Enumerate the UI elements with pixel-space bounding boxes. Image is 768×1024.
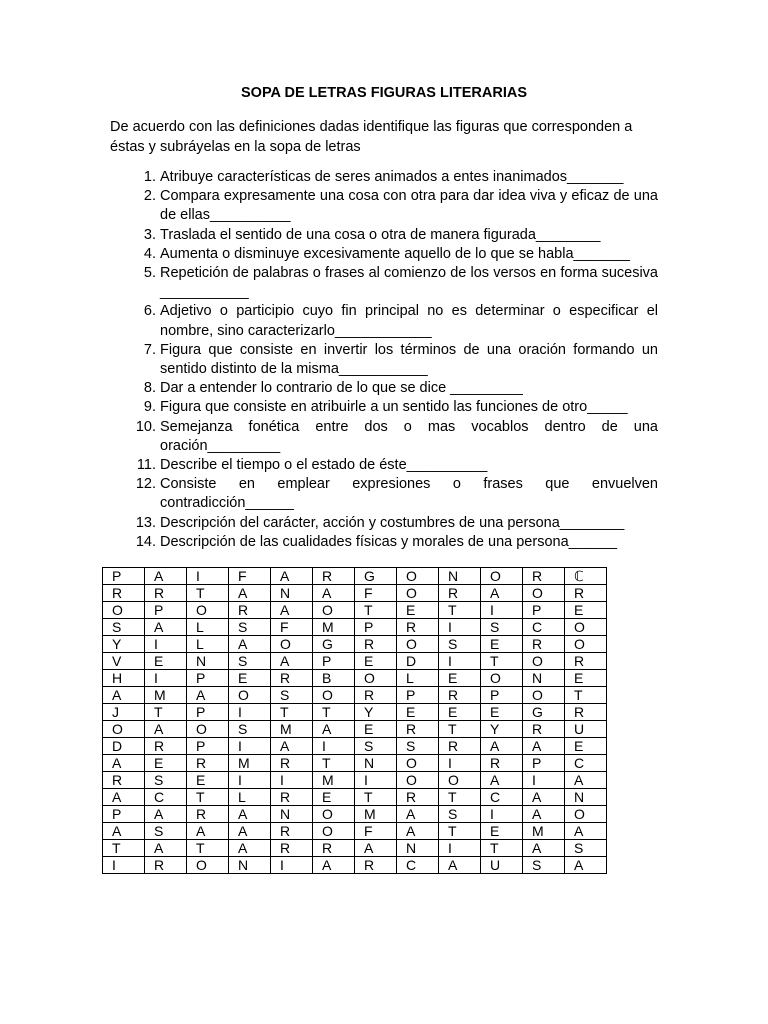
grid-cell: R (439, 585, 481, 602)
grid-cell: I (439, 619, 481, 636)
grid-cell: A (481, 585, 523, 602)
grid-cell: R (397, 789, 439, 806)
definition-item (110, 418, 658, 456)
definition-text: Traslada el sentido de una cosa o otra de manera figurada________ (160, 226, 601, 243)
grid-cell: L (187, 636, 229, 653)
grid-cell: A (313, 585, 355, 602)
grid-cell: O (397, 636, 439, 653)
definition-number: 6. (143, 303, 156, 320)
grid-row (103, 670, 607, 687)
grid-cell: A (145, 619, 187, 636)
grid-cell: F (355, 585, 397, 602)
definition-text: Dar a entender lo contrario de lo que se dice _________ (160, 380, 523, 397)
definition-number: 10. (135, 418, 156, 435)
grid-cell: R (145, 857, 187, 874)
grid-cell: G (313, 636, 355, 653)
grid-cell: I (313, 738, 355, 755)
grid-cell: A (271, 653, 313, 670)
grid-cell: R (271, 670, 313, 687)
grid-cell: R (271, 840, 313, 857)
definition-number: 14. (135, 533, 156, 550)
grid-cell: E (229, 670, 271, 687)
grid-cell: S (439, 806, 481, 823)
definitions-list (110, 168, 658, 552)
definition-number: 11. (136, 457, 156, 474)
grid-cell: O (187, 602, 229, 619)
definition-number: 7. (143, 341, 156, 358)
grid-cell: A (523, 789, 565, 806)
grid-cell: Y (355, 704, 397, 721)
grid-row (103, 653, 607, 670)
grid-cell: N (355, 755, 397, 772)
grid-cell: R (103, 772, 145, 789)
grid-cell: A (397, 806, 439, 823)
grid-cell: S (523, 857, 565, 874)
grid-cell: I (103, 857, 145, 874)
grid-cell: O (565, 806, 607, 823)
grid-row (103, 721, 607, 738)
grid-cell: R (565, 585, 607, 602)
grid-row (103, 789, 607, 806)
grid-cell: I (439, 755, 481, 772)
grid-cell: A (271, 738, 313, 755)
definition-text: Figura que consiste en invertir los términos de una oración formando un sentido distinto de la misma___________ (160, 341, 658, 378)
grid-cell: T (439, 823, 481, 840)
grid-cell: R (355, 636, 397, 653)
grid-cell: A (271, 568, 313, 585)
grid-cell: I (229, 738, 271, 755)
grid-cell: V (103, 653, 145, 670)
definition-text: Descripción del carácter, acción y costumbres de una persona________ (160, 514, 625, 531)
grid-cell: C (145, 789, 187, 806)
grid-cell: A (313, 857, 355, 874)
grid-cell: E (565, 738, 607, 755)
definition-text: Figura que consiste en atribuirle a un sentido las funciones de otro_____ (160, 399, 628, 416)
grid-cell: R (271, 789, 313, 806)
definition-text: Describe el tiempo o el estado de éste__________ (160, 457, 488, 474)
grid-cell: C (523, 619, 565, 636)
page-title: SOPA DE LETRAS FIGURAS LITERARIAS (241, 85, 527, 101)
grid-cell: R (271, 755, 313, 772)
grid-cell: T (103, 840, 145, 857)
grid-cell: O (355, 670, 397, 687)
definition-text: Repetición de palabras o frases al comienzo de los versos en forma sucesiva ___________ (160, 265, 658, 301)
grid-cell: F (355, 823, 397, 840)
grid-cell: A (229, 585, 271, 602)
grid-cell: T (187, 789, 229, 806)
grid-cell: P (187, 670, 229, 687)
definition-number: 1. (143, 169, 156, 185)
grid-cell: F (229, 568, 271, 585)
grid-cell: L (187, 619, 229, 636)
grid-row (103, 704, 607, 721)
grid-cell: O (481, 670, 523, 687)
grid-cell: E (145, 653, 187, 670)
grid-cell: G (355, 568, 397, 585)
grid-row (103, 687, 607, 704)
grid-cell: S (145, 823, 187, 840)
grid-cell: T (439, 789, 481, 806)
grid-cell: O (313, 823, 355, 840)
grid-cell: I (439, 840, 481, 857)
grid-cell: A (187, 823, 229, 840)
grid-cell: T (439, 721, 481, 738)
grid-cell: A (313, 721, 355, 738)
grid-cell: A (523, 738, 565, 755)
grid-cell: A (229, 840, 271, 857)
grid-cell: N (271, 806, 313, 823)
grid-cell: E (355, 653, 397, 670)
grid-cell: R (355, 687, 397, 704)
grid-cell: P (523, 602, 565, 619)
grid-cell: S (229, 721, 271, 738)
grid-cell: P (187, 704, 229, 721)
grid-cell: S (145, 772, 187, 789)
grid-row (103, 755, 607, 772)
grid-cell: T (481, 840, 523, 857)
grid-cell: O (313, 687, 355, 704)
definition-text: Descripción de las cualidades físicas y morales de una persona______ (160, 533, 618, 550)
grid-cell: R (439, 687, 481, 704)
grid-cell: R (523, 568, 565, 585)
grid-cell: N (229, 857, 271, 874)
definition-item (110, 302, 658, 340)
grid-cell: O (523, 585, 565, 602)
definition-item (110, 245, 658, 264)
grid-cell: E (481, 704, 523, 721)
definition-text: Semejanza fonética entre dos o mas vocablos dentro de una oración_________ (160, 418, 658, 454)
grid-cell: E (397, 602, 439, 619)
grid-cell: A (187, 687, 229, 704)
grid-cell: T (271, 704, 313, 721)
grid-cell: R (523, 721, 565, 738)
grid-cell: T (187, 585, 229, 602)
grid-cell: A (397, 823, 439, 840)
grid-cell: N (439, 568, 481, 585)
grid-cell: E (145, 755, 187, 772)
definition-item (110, 475, 658, 513)
grid-cell: A (439, 857, 481, 874)
grid-cell: O (397, 772, 439, 789)
grid-row (103, 806, 607, 823)
grid-cell: O (103, 602, 145, 619)
grid-row (103, 636, 607, 653)
grid-cell: A (145, 568, 187, 585)
grid-cell: A (145, 840, 187, 857)
grid-cell: P (397, 687, 439, 704)
grid-cell: O (271, 636, 313, 653)
grid-cell: N (565, 789, 607, 806)
grid-row (103, 840, 607, 857)
grid-cell: M (145, 687, 187, 704)
grid-cell: A (271, 602, 313, 619)
grid-cell: E (313, 789, 355, 806)
grid-cell: A (355, 840, 397, 857)
grid-row (103, 772, 607, 789)
grid-cell: A (103, 789, 145, 806)
grid-cell: E (565, 602, 607, 619)
grid-cell: I (271, 772, 313, 789)
definition-number: 13. (135, 514, 156, 531)
grid-cell: S (103, 619, 145, 636)
grid-cell: E (397, 704, 439, 721)
grid-cell: A (523, 840, 565, 857)
grid-cell: R (565, 704, 607, 721)
grid-cell: R (313, 568, 355, 585)
grid-cell: O (313, 602, 355, 619)
grid-cell: T (355, 602, 397, 619)
grid-cell: I (187, 568, 229, 585)
grid-cell: E (355, 721, 397, 738)
grid-cell: T (565, 687, 607, 704)
grid-cell: R (481, 755, 523, 772)
grid-cell: O (481, 568, 523, 585)
definition-number: 9. (143, 399, 156, 416)
grid-cell: H (103, 670, 145, 687)
grid-cell: I (355, 772, 397, 789)
grid-cell: T (439, 602, 481, 619)
definition-number: 12. (135, 476, 156, 493)
grid-cell: T (313, 755, 355, 772)
grid-cell: P (523, 755, 565, 772)
grid-cell: N (187, 653, 229, 670)
definition-text: Consiste en emplear expresiones o frases que envuelven contradicción______ (160, 476, 658, 512)
grid-cell: U (565, 721, 607, 738)
grid-cell: T (481, 653, 523, 670)
grid-cell: E (481, 823, 523, 840)
grid-cell: E (439, 704, 481, 721)
grid-cell: P (481, 687, 523, 704)
grid-cell: I (271, 857, 313, 874)
grid-cell: T (145, 704, 187, 721)
grid-row (103, 738, 607, 755)
grid-cell: S (439, 636, 481, 653)
grid-cell: O (565, 619, 607, 636)
grid-cell: R (355, 857, 397, 874)
grid-cell: R (313, 840, 355, 857)
grid-cell: R (145, 738, 187, 755)
grid-cell: O (187, 721, 229, 738)
grid-cell: E (439, 670, 481, 687)
grid-cell: R (145, 585, 187, 602)
definition-text: Atribuye características de seres animados a entes inanimados_______ (160, 169, 624, 185)
grid-cell: A (229, 636, 271, 653)
grid-cell: L (397, 670, 439, 687)
grid-cell: A (145, 721, 187, 738)
grid-cell: ℂ (565, 568, 607, 585)
grid-cell: B (313, 670, 355, 687)
grid-cell: T (355, 789, 397, 806)
grid-cell: R (523, 636, 565, 653)
definition-number: 8. (143, 380, 156, 397)
grid-cell: N (271, 585, 313, 602)
grid-cell: P (187, 738, 229, 755)
definition-item (110, 514, 658, 533)
grid-cell: A (103, 755, 145, 772)
grid-cell: U (481, 857, 523, 874)
grid-cell: M (271, 721, 313, 738)
grid-cell: J (103, 704, 145, 721)
grid-cell: I (145, 670, 187, 687)
grid-cell: S (229, 619, 271, 636)
grid-cell: T (187, 840, 229, 857)
grid-cell: A (103, 823, 145, 840)
grid-cell: O (397, 755, 439, 772)
definition-item (110, 398, 658, 417)
grid-cell: R (103, 585, 145, 602)
grid-cell: I (145, 636, 187, 653)
grid-cell: M (313, 772, 355, 789)
grid-cell: E (481, 636, 523, 653)
grid-cell: P (103, 806, 145, 823)
grid-cell: O (187, 857, 229, 874)
grid-cell: N (397, 840, 439, 857)
grid-cell: A (565, 823, 607, 840)
definition-number: 5. (143, 265, 156, 282)
grid-cell: A (565, 772, 607, 789)
grid-cell: M (229, 755, 271, 772)
grid-cell: A (481, 772, 523, 789)
grid-cell: O (565, 636, 607, 653)
grid-cell: A (565, 857, 607, 874)
grid-cell: O (523, 653, 565, 670)
definition-item (110, 264, 658, 302)
grid-row (103, 857, 607, 874)
definition-item (110, 379, 658, 398)
grid-cell: R (397, 721, 439, 738)
grid-cell: A (229, 823, 271, 840)
grid-cell: S (229, 653, 271, 670)
grid-cell: Y (103, 636, 145, 653)
grid-cell: O (103, 721, 145, 738)
grid-cell: C (481, 789, 523, 806)
definition-number: 3. (143, 226, 156, 243)
grid-row (103, 585, 607, 602)
grid-cell: R (229, 602, 271, 619)
grid-cell: D (103, 738, 145, 755)
grid-cell: R (439, 738, 481, 755)
grid-cell: O (439, 772, 481, 789)
grid-cell: G (523, 704, 565, 721)
grid-cell: S (565, 840, 607, 857)
definition-item (110, 341, 658, 379)
grid-cell: S (271, 687, 313, 704)
grid-cell: C (565, 755, 607, 772)
grid-cell: I (481, 602, 523, 619)
grid-cell: R (187, 806, 229, 823)
grid-cell: R (187, 755, 229, 772)
grid-cell: I (229, 772, 271, 789)
grid-cell: M (313, 619, 355, 636)
grid-cell: F (271, 619, 313, 636)
definition-text: Adjetivo o participio cuyo fin principal no es determinar o especificar el nombre, sino caracterizarlo____________ (160, 303, 658, 339)
word-search-grid (102, 567, 607, 874)
definition-item (110, 533, 658, 552)
grid-cell: T (313, 704, 355, 721)
grid-cell: S (397, 738, 439, 755)
definition-text: Compara expresamente una cosa con otra para dar idea viva y eficaz de una de ellas__________ (160, 188, 658, 224)
grid-cell: O (397, 568, 439, 585)
grid-row (103, 823, 607, 840)
grid-cell: A (103, 687, 145, 704)
grid-cell: A (523, 806, 565, 823)
grid-cell: A (229, 806, 271, 823)
grid-cell: R (271, 823, 313, 840)
grid-cell: O (229, 687, 271, 704)
grid-cell: D (397, 653, 439, 670)
grid-cell: E (565, 670, 607, 687)
grid-cell: P (355, 619, 397, 636)
grid-row (103, 568, 607, 585)
grid-cell: L (229, 789, 271, 806)
intro-paragraph: De acuerdo con las definiciones dadas identifique las figuras que corresponden a éstas y subráyelas en la sopa de letras (110, 119, 633, 155)
grid-cell: A (481, 738, 523, 755)
grid-cell: I (481, 806, 523, 823)
definition-number: 4. (143, 245, 156, 262)
grid-cell: N (523, 670, 565, 687)
grid-cell: R (565, 653, 607, 670)
grid-cell: P (145, 602, 187, 619)
definition-item (110, 168, 658, 187)
grid-cell: Y (481, 721, 523, 738)
definition-number: 2. (143, 188, 156, 205)
definition-item (110, 187, 658, 225)
grid-cell: I (523, 772, 565, 789)
grid-row (103, 619, 607, 636)
grid-cell: P (313, 653, 355, 670)
grid-cell: R (397, 619, 439, 636)
grid-cell: P (103, 568, 145, 585)
grid-cell: E (187, 772, 229, 789)
grid-cell: A (145, 806, 187, 823)
definition-text: Aumenta o disminuye excesivamente aquello de lo que se habla_______ (160, 245, 630, 262)
definition-item (110, 226, 658, 245)
definition-item (110, 456, 658, 475)
grid-cell: M (355, 806, 397, 823)
grid-row (103, 602, 607, 619)
grid-cell: M (523, 823, 565, 840)
grid-cell: O (397, 585, 439, 602)
grid-cell: C (397, 857, 439, 874)
grid-cell: S (355, 738, 397, 755)
grid-cell: I (229, 704, 271, 721)
grid-cell: I (439, 653, 481, 670)
grid-cell: O (313, 806, 355, 823)
grid-cell: O (523, 687, 565, 704)
grid-cell: S (481, 619, 523, 636)
